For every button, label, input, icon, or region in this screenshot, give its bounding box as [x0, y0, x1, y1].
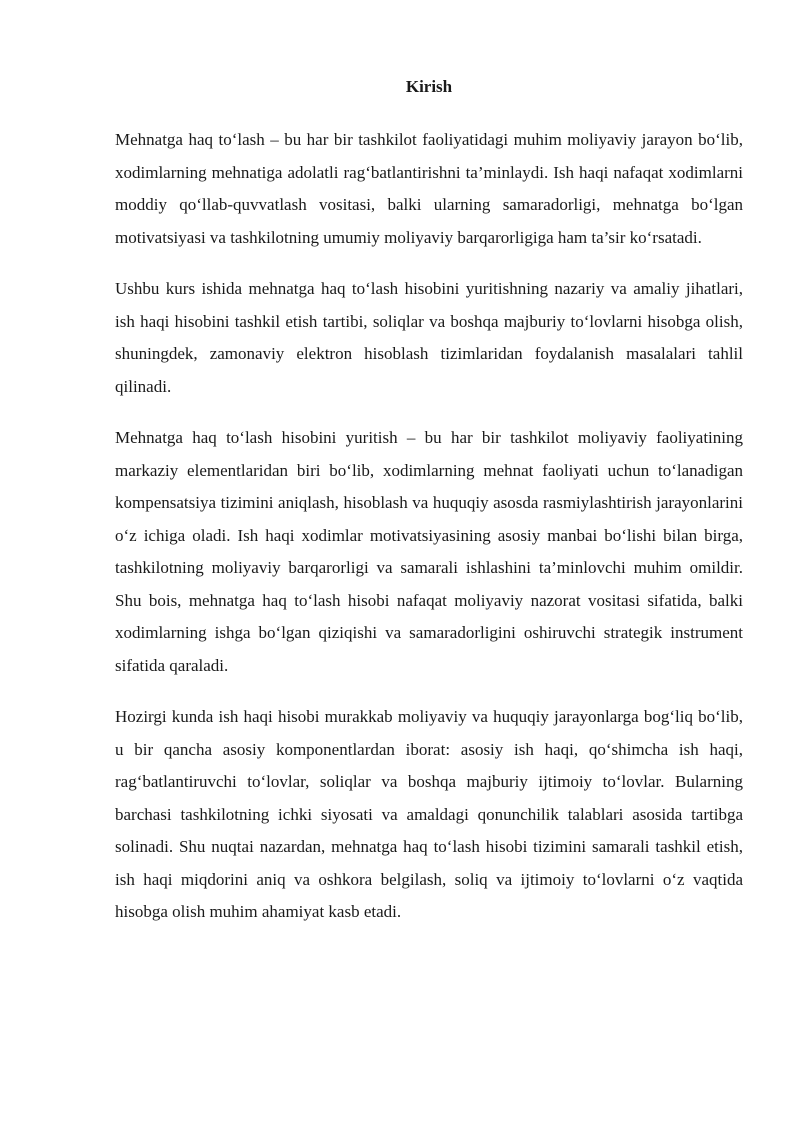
paragraph-4: Hozirgi kunda ish haqi hisobi murakkab moliyaviy va huquqiy jarayonlarga bog‘liq bo‘lib, u bir qancha asosiy komponentlardan iborat: asosiy ish haqi, qo‘shimcha ish haqi, rag‘batlantiruvchi to‘lovlar, soliqlar va boshqa majburiy ijtimoiy to‘lovlar. Bularning barchasi tashkilotning ichki siyosati va amaldagi qonunchilik talablari asosida tartibga solinadi. Shu nuqtai nazardan, mehnatga haq to‘lash hisobi tizimini samarali tashkil etish, ish haqi miqdorini aniq va oshkora belgilash, soliq va ijtimoiy to‘lovlarni o‘z vaqtida hisobga olish muhim ahamiyat kasb etadi.	[115, 707, 743, 921]
section-title: Kirish	[405, 77, 453, 96]
document-body	[115, 124, 743, 948]
paragraph-1: Mehnatga haq to‘lash – bu har bir tashkilot faoliyatidagi muhim moliyaviy jarayon bo‘lib, xodimlarning mehnatiga adolatli rag‘batlantirishni ta’minlaydi. Ish haqi nafaqat xodimlarni moddiy qo‘llab-quvvatlash vositasi, balki ularning samaradorligi, mehnatga bo‘lgan motivatsiyasi va tashkilotning umumiy moliyaviy barqarorligiga ham ta’sir ko‘rsatadi.	[115, 130, 743, 247]
paragraph-2: Ushbu kurs ishida mehnatga haq to‘lash hisobini yuritishning nazariy va amaliy jihatlari, ish haqi hisobini tashkil etish tartibi, soliqlar va boshqa majburiy to‘lovlarni hisobga olish, shuningdek, zamonaviy elektron hisoblash tizimlaridan foydalanish masalalari tahlil qilinadi.	[115, 279, 743, 396]
paragraph-3: Mehnatga haq to‘lash hisobini yuritish – bu har bir tashkilot moliyaviy faoliyatining markaziy elementlaridan biri bo‘lib, xodimlarning mehnat faoliyati uchun to‘lanadigan kompensatsiya tizimini aniqlash, hisoblash va huquqiy asosda rasmiylashtirish jarayonlarini o‘z ichiga oladi. Ish haqi xodimlar motivatsiyasining asosiy manbai bo‘lishi bilan birga, tashkilotning moliyaviy barqarorligi va samarali ishlashini ta’minlovchi muhim omildir. Shu bois, mehnatga haq to‘lash hisobi nafaqat moliyaviy nazorat vositasi sifatida, balki xodimlarning ishga bo‘lgan qiziqishi va samaradorligini oshiruvchi strategik instrument sifatida qaraladi.	[115, 428, 743, 675]
